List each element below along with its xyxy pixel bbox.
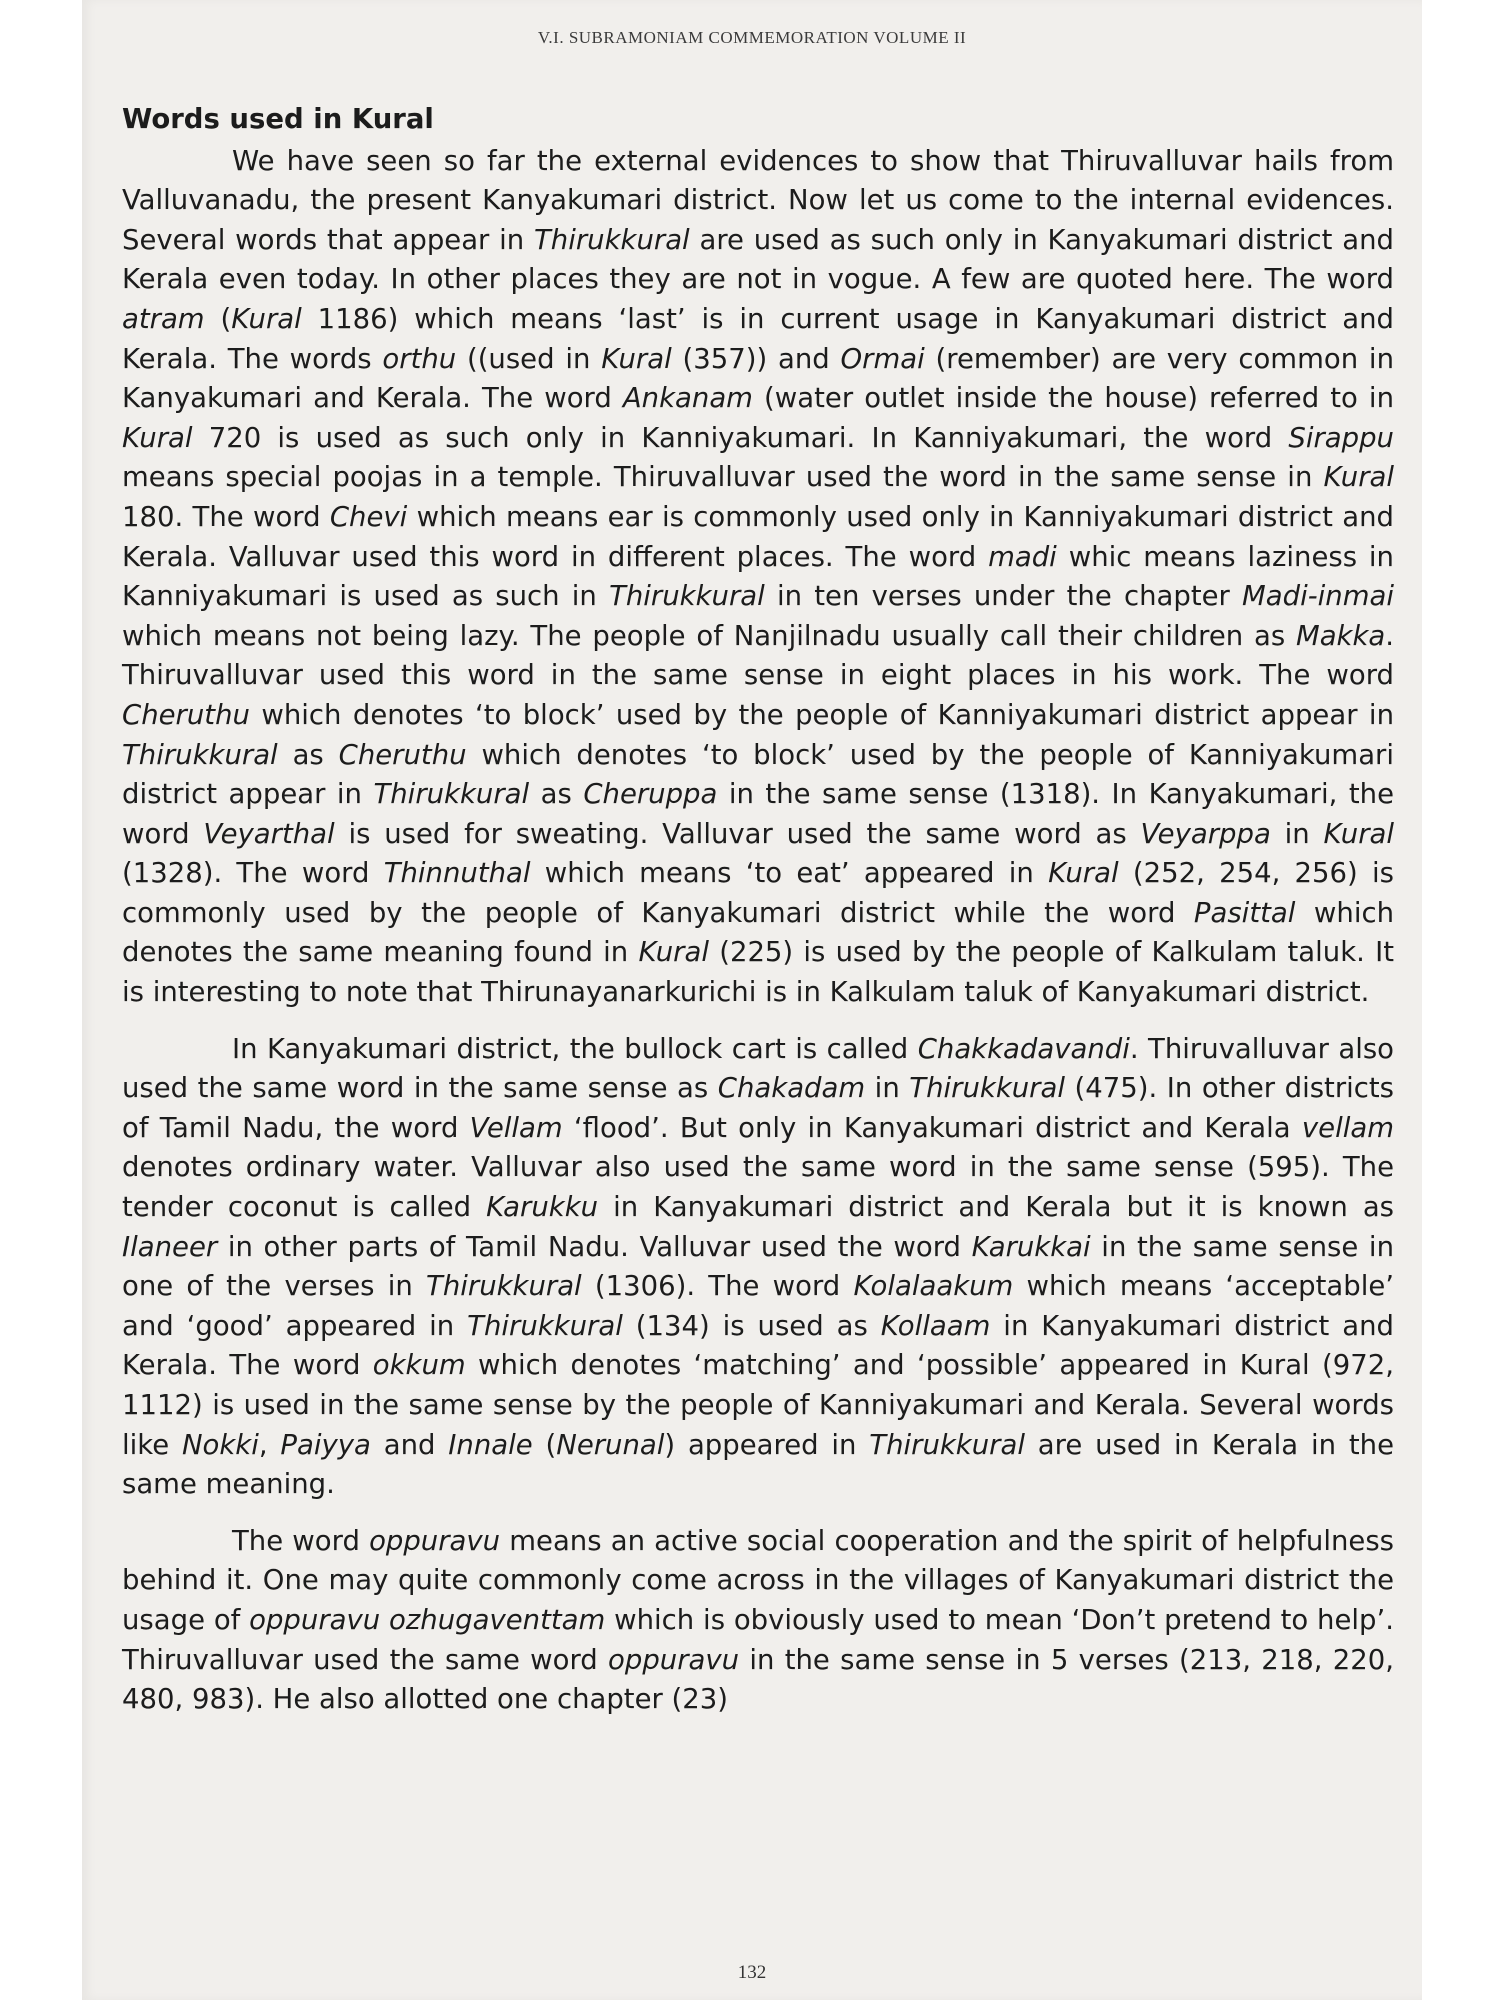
italic-term: Pasittal: [1193, 896, 1296, 929]
italic-term: Kollaam: [880, 1309, 991, 1342]
paragraph: In Kanyakumari district, the bullock cart is called Chakkadavandi. Thiruvalluvar also used the same word in the same sense as Chakadam in Thirukkural (475). In other districts of Tamil Nadu, the word Vellam ‘flood’. But only in Kanyakumari district and Kerala vellam denotes ordinary water. Valluvar also used the same word in the same sense (595). The tender coconut is called Karukku in Kanyakumari district and Kerala but it is known as Ilaneer in other parts of Tamil Nadu. Valluvar used the word Karukkai in the same sense in one of the verses in Thirukkural (1306). The word Kolalaakum which means ‘acceptable’ and ‘good’ appeared in Thirukkural (134) is used as Kollaam in Kanyakumari district and Kerala. The word okkum which denotes ‘matching’ and ‘possible’ appeared in Kural (972, 1112) is used in the same sense by the people of Kanniyakumari and Kerala. Several words like Nokki, Paiyya and Innale (Nerunal) appeared in Thirukkural are used in Kerala in the same meaning.: [122, 1032, 1395, 1501]
italic-term: orthu: [382, 342, 457, 375]
italic-term: Thirukkural: [467, 1309, 623, 1342]
italic-term: Kolalaakum: [853, 1270, 1014, 1303]
italic-term: Thirukkural: [373, 778, 530, 811]
italic-term: Thirukkural: [534, 223, 690, 256]
italic-term: Chevi: [329, 500, 408, 533]
italic-term: Kural: [601, 342, 672, 375]
italic-term: oppuravu: [369, 1524, 501, 1557]
italic-term: Karukkai: [971, 1230, 1091, 1263]
italic-term: oppuravu ozhugaventtam: [249, 1603, 606, 1636]
italic-term: Veyarppa: [1140, 817, 1271, 850]
book-page: [82, 0, 1422, 2000]
italic-term: Kural: [122, 421, 193, 454]
italic-term: Thinnuthal: [383, 857, 531, 890]
italic-term: Nokki: [181, 1428, 259, 1461]
italic-term: Thirukkural: [122, 738, 278, 771]
italic-term: Thirukkural: [909, 1072, 1065, 1105]
italic-term: Ormai: [840, 342, 925, 375]
italic-term: Cheruppa: [583, 778, 718, 811]
italic-term: Veyarthal: [203, 817, 335, 850]
section-heading: Words used in Kural: [122, 103, 434, 135]
italic-term: Madi-inmai: [1242, 580, 1394, 613]
italic-term: Makka: [1295, 619, 1386, 652]
page-body: [122, 100, 1394, 1720]
running-head: V.I. SUBRAMONIAM COMMEMORATION VOLUME II: [537, 28, 967, 47]
italic-term: atram: [122, 302, 205, 335]
italic-term: vellam: [1301, 1111, 1395, 1144]
italic-term: okkum: [372, 1349, 466, 1382]
italic-term: oppuravu: [608, 1643, 740, 1676]
paragraph: We have seen so far the external evidences to show that Thiruvalluvar hails from Valluvanadu, the present Kanyakumari district. Now let us come to the internal evidences. Several words that appear in Thirukkural are used as such only in Kanyakumari district and Kerala even today. In other places they are not in vogue. A few are quoted here. The word atram (Kural 1186) which means ‘last’ is in current usage in Kanyakumari district and Kerala. The words orthu ((used in Kural (357)) and Ormai (remember) are very common in Kanyakumari and Kerala. The word Ankanam (water outlet inside the house) referred to in Kural 720 is used as such only in Kanniyakumari. In Kanniyakumari, the word Sirappu means special poojas in a temple. Thiruvalluvar used the word in the same sense in Kural 180. The word Chevi which means ear is commonly used only in Kanniyakumari district and Kerala. Valluvar used this word in different places. The word madi whic means laziness in Kanniyakumari is used as such in Thirukkural in ten verses under the chapter Madi-inmai which means not being lazy. The people of Nanjilnadu usually call their children as Makka. Thiruvalluvar used this word in the same sense in eight places in his work. The word Cheruthu which denotes ‘to block’ used by the people of Kanniyakumari district appear in Thirukkural as Cheruthu which denotes ‘to block’ used by the people of Kanniyakumari district appear in Thirukkural as Cheruppa in the same sense (1318). In Kanyakumari, the word Veyarthal is used for sweating. Valluvar used the same word as Veyarppa in Kural (1328). The word Thinnuthal which means ‘to eat’ appeared in Kural (252, 254, 256) is commonly used by the people of Kanyakumari district while the word Pasittal which denotes the same meaning found in Kural (225) is used by the people of Kalkulam taluk. It is interesting to note that Thirunayanarkurichi is in Kalkulam taluk of Kanyakumari district.: [122, 144, 1395, 1009]
paragraph: The word oppuravu means an active social cooperation and the spirit of helpfulness behind it. One may quite commonly come across in the villages of Kanyakumari district the usage of oppuravu ozhugaventtam which is obviously used to mean ‘Don’t pretend to help’. Thiruvalluvar used the same word oppuravu in the same sense in 5 verses (213, 218, 220, 480, 983). He also allotted one chapter (23): [122, 1524, 1394, 1716]
italic-term: Thirukkural: [426, 1270, 582, 1303]
italic-term: Thirukkural: [609, 580, 765, 613]
page-number: 132: [737, 1962, 767, 1983]
italic-term: Ilaneer: [122, 1230, 218, 1263]
italic-term: Chakadam: [717, 1072, 866, 1105]
italic-term: madi: [988, 540, 1057, 573]
italic-term: Cheruthu: [338, 738, 467, 771]
italic-term: Paiyya: [280, 1428, 371, 1461]
italic-term: Kural: [1323, 461, 1394, 494]
italic-term: Vellam: [469, 1111, 563, 1144]
italic-term: Kural: [638, 936, 709, 969]
italic-term: Karukku: [486, 1191, 599, 1224]
italic-term: Kural: [1323, 817, 1394, 850]
italic-term: Kural: [231, 302, 302, 335]
italic-term: Kural: [1048, 857, 1119, 890]
italic-term: Innale: [448, 1428, 533, 1461]
italic-term: Ankanam: [622, 382, 753, 415]
italic-term: Cheruthu: [122, 698, 250, 731]
italic-term: Nerunal: [556, 1428, 665, 1461]
italic-term: Thirukkural: [869, 1428, 1025, 1461]
italic-term: Chakkadavandi: [917, 1032, 1130, 1065]
italic-term: Sirappu: [1288, 421, 1394, 454]
